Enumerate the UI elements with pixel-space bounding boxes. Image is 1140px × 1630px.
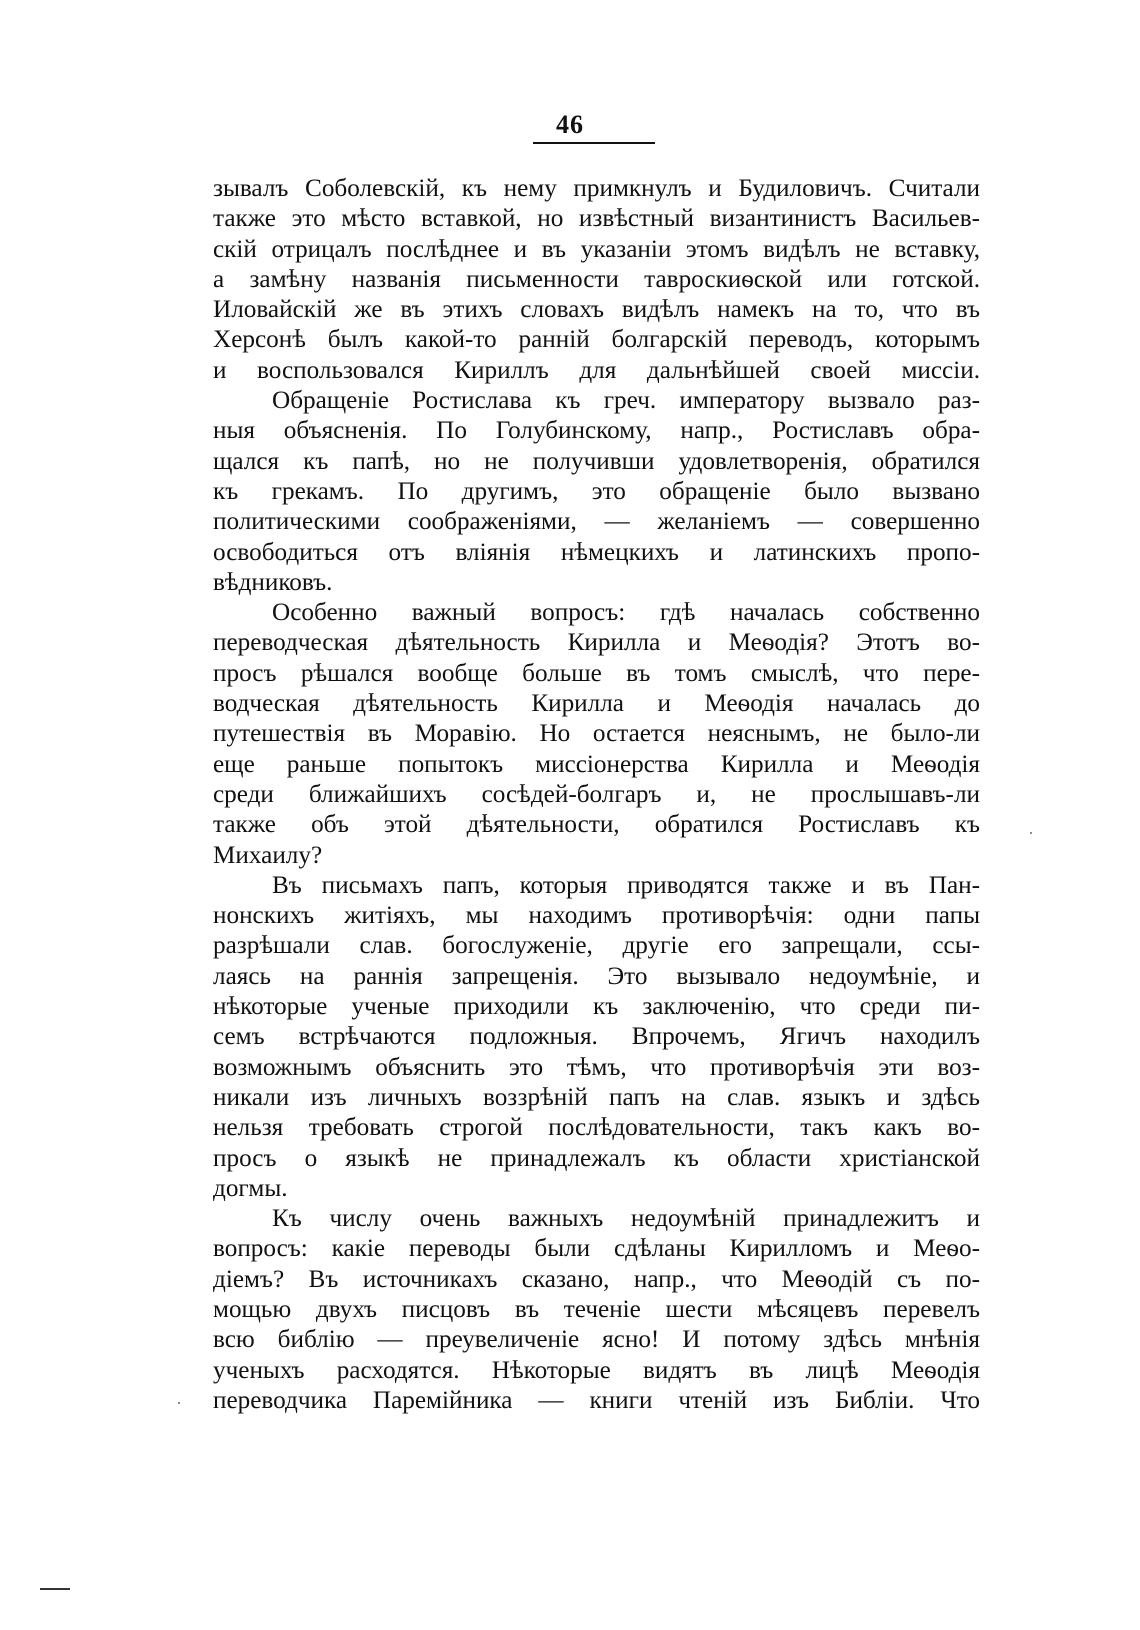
text-line: къ грекамъ. По другимъ, это обращеніе было вызвано (213, 477, 980, 505)
text-line: а замѣну названія письменности тавроскиѳской или готской. (213, 265, 980, 293)
paragraph (213, 598, 980, 871)
text-line: семъ встрѣчаются подложныя. Впрочемъ, Ягичъ находилъ (213, 1023, 980, 1051)
text-line: также это мѣсто вставкой, но извѣстный византинистъ Васильев- (213, 205, 980, 233)
text-line: переводчика Паремійника — книги чтеній изъ Библіи. Что (213, 1386, 980, 1414)
text-line: ученыхъ расходятся. Нѣкоторые видятъ въ лицѣ Меѳодія (213, 1356, 980, 1384)
text-line: лаясь на раннія запрещенія. Это вызывало недоумѣніе, и (213, 962, 980, 990)
text-line: нонскихъ житіяхъ, мы находимъ противорѣчія: одни папы (213, 902, 980, 930)
text-line: нельзя требовать строгой послѣдовательности, такъ какъ во- (213, 1114, 980, 1142)
text-line: догмы. (213, 1174, 288, 1202)
text-line: и воспользовался Кириллъ для дальнѣйшей своей миссіи. (213, 356, 980, 384)
text-line: водческая дѣятельность Кирилла и Меѳодія началась до (213, 690, 980, 718)
text-line: среди ближайшихъ сосѣдей-болгаръ и, не прослышавъ-ли (213, 780, 980, 808)
text-line: скій отрицалъ послѣднее и въ указаніи этомъ видѣлъ не вставку, (213, 235, 980, 263)
text-line: возможнымъ объяснить это тѣмъ, что противорѣчія эти воз- (213, 1053, 980, 1081)
text-line: ныя объясненія. По Голубинскому, напр., Ростиславъ обра- (213, 417, 980, 445)
scan-margin-mark (40, 1588, 70, 1590)
paragraph (213, 386, 980, 598)
text-line: также объ этой дѣятельности, обратился Ростиславъ къ (213, 811, 980, 839)
text-line: Херсонѣ былъ какой-то ранній болгарскій переводъ, которымъ (213, 326, 980, 354)
scan-speck (1030, 832, 1032, 834)
text-line: нѣкоторые ученые приходили къ заключенію, что среди пи- (213, 993, 980, 1021)
text-line: просъ о языкѣ не принадлежалъ къ области христіанской (213, 1144, 980, 1172)
text-line: вѣдниковъ. (213, 568, 333, 596)
paragraph (213, 871, 980, 1204)
text-line: никали изъ личныхъ воззрѣній папъ на слав. языкъ и здѣсь (213, 1083, 980, 1111)
text-line: щался къ папѣ, но не получивши удовлетворенія, обратился (213, 447, 980, 475)
text-line: просъ рѣшался вообще больше въ томъ смыслѣ, что пере- (213, 659, 980, 687)
text-line: всю библію — преувеличеніе ясно! И потому здѣсь мнѣнія (213, 1326, 980, 1354)
text-line: политическими соображеніями, — желаніемъ — совершенно (213, 508, 980, 536)
page-number: 46 (556, 110, 584, 139)
text-line: діемъ? Въ источникахъ сказано, напр., что Меѳодій съ по- (213, 1265, 980, 1293)
body-text (213, 174, 980, 1416)
text-line: зывалъ Соболевскій, къ нему примкнулъ и Будиловичъ. Считали (213, 175, 980, 202)
text-line: Особенно важный вопросъ: гдѣ началась собственно (272, 599, 980, 627)
paragraph (213, 1204, 980, 1416)
text-line: Къ числу очень важныхъ недоумѣній принадлежитъ и (272, 1205, 980, 1233)
paragraph (213, 174, 980, 386)
text-line: освободиться отъ вліянія нѣмецкихъ и латинскихъ пропо- (213, 538, 980, 566)
scan-speck (178, 1402, 180, 1404)
text-line: мощью двухъ писцовъ въ теченіе шести мѣсяцевъ перевелъ (213, 1295, 980, 1323)
text-line: Обращеніе Ростислава къ греч. императору вызвало раз- (272, 387, 980, 415)
text-line: еще раньше попытокъ миссіонерства Кирилла и Меѳодія (213, 750, 980, 778)
text-line: Въ письмахъ папъ, которыя приводятся также и въ Пан- (272, 871, 980, 899)
text-line: Михаилу? (213, 841, 323, 869)
text-line: Иловайскій же въ этихъ словахъ видѣлъ намекъ на то, что въ (213, 296, 980, 324)
text-line: путешествія въ Моравію. Но остается неяснымъ, не было-ли (213, 720, 980, 748)
text-line: разрѣшали слав. богослуженіе, другіе его запрещали, ссы- (213, 932, 980, 960)
page-number-rule (533, 142, 655, 144)
text-line: переводческая дѣятельность Кирилла и Меѳодія? Этотъ во- (213, 629, 980, 657)
text-line: вопросъ: какіе переводы были сдѣланы Кирилломъ и Меѳо- (213, 1235, 980, 1263)
